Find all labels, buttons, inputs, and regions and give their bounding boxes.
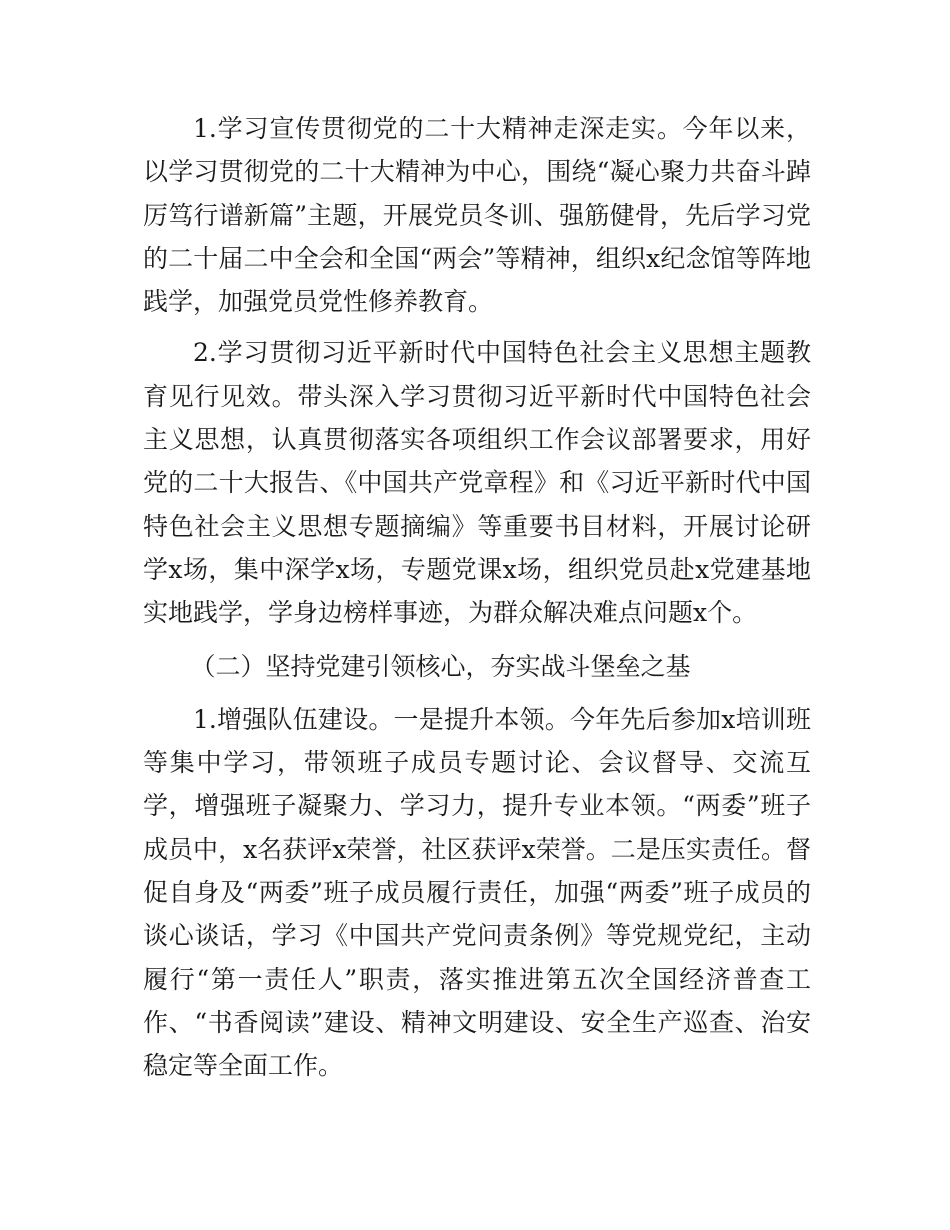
- paragraph-team-building: 1.增强队伍建设。一是提升本领。今年先后参加x培训班等集中学习，带领班子成员专题讨论、会议督导、交流互学，增强班子凝聚力、学习力，提升专业本领。“两委”班子成员中，x名获评x荣誉，社区获评x荣誉。二是压实责任。督促自身及“两委”班子成员履行责任，加强“两委”班子成员的谈心谈话，学习《中国共产党问责条例》等党规党纪，主动履行“第一责任人”职责，落实推进第五次全国经济普查工作、“书香阅读”建设、精神文明建设、安全生产巡查、治安稳定等全面工作。: [143, 704, 811, 1081]
- paragraph-study-party-congress-spirit: 1.学习宣传贯彻党的二十大精神走深走实。今年以来，以学习贯彻党的二十大精神为中心，围绕“凝心聚力共奋斗踔厉笃行谱新篇”主题，开展党员冬训、强筋健骨，先后学习党的二十届二中全会和全国“两会”等精神，组织x纪念馆等阵地践学，加强党员党性修养教育。: [143, 114, 811, 317]
- document-body: [143, 107, 811, 1098]
- paragraph-thematic-education: 2.学习贯彻习近平新时代中国特色社会主义思想主题教育见行见效。带头深入学习贯彻习近平新时代中国特色社会主义思想，认真贯彻落实各项组织工作会议部署要求，用好党的二十大报告、《中国共产党章程》和《习近平新时代中国特色社会主义思想专题摘编》等重要书目材料，开展讨论研学x场，集中深学x场，专题党课x场，组织党员赴x党建基地实地践学，学身边榜样事迹，为群众解决难点问题x个。: [143, 338, 811, 628]
- section-heading-party-building: （二）坚持党建引领核心，夯实战斗堡垒之基: [190, 651, 691, 681]
